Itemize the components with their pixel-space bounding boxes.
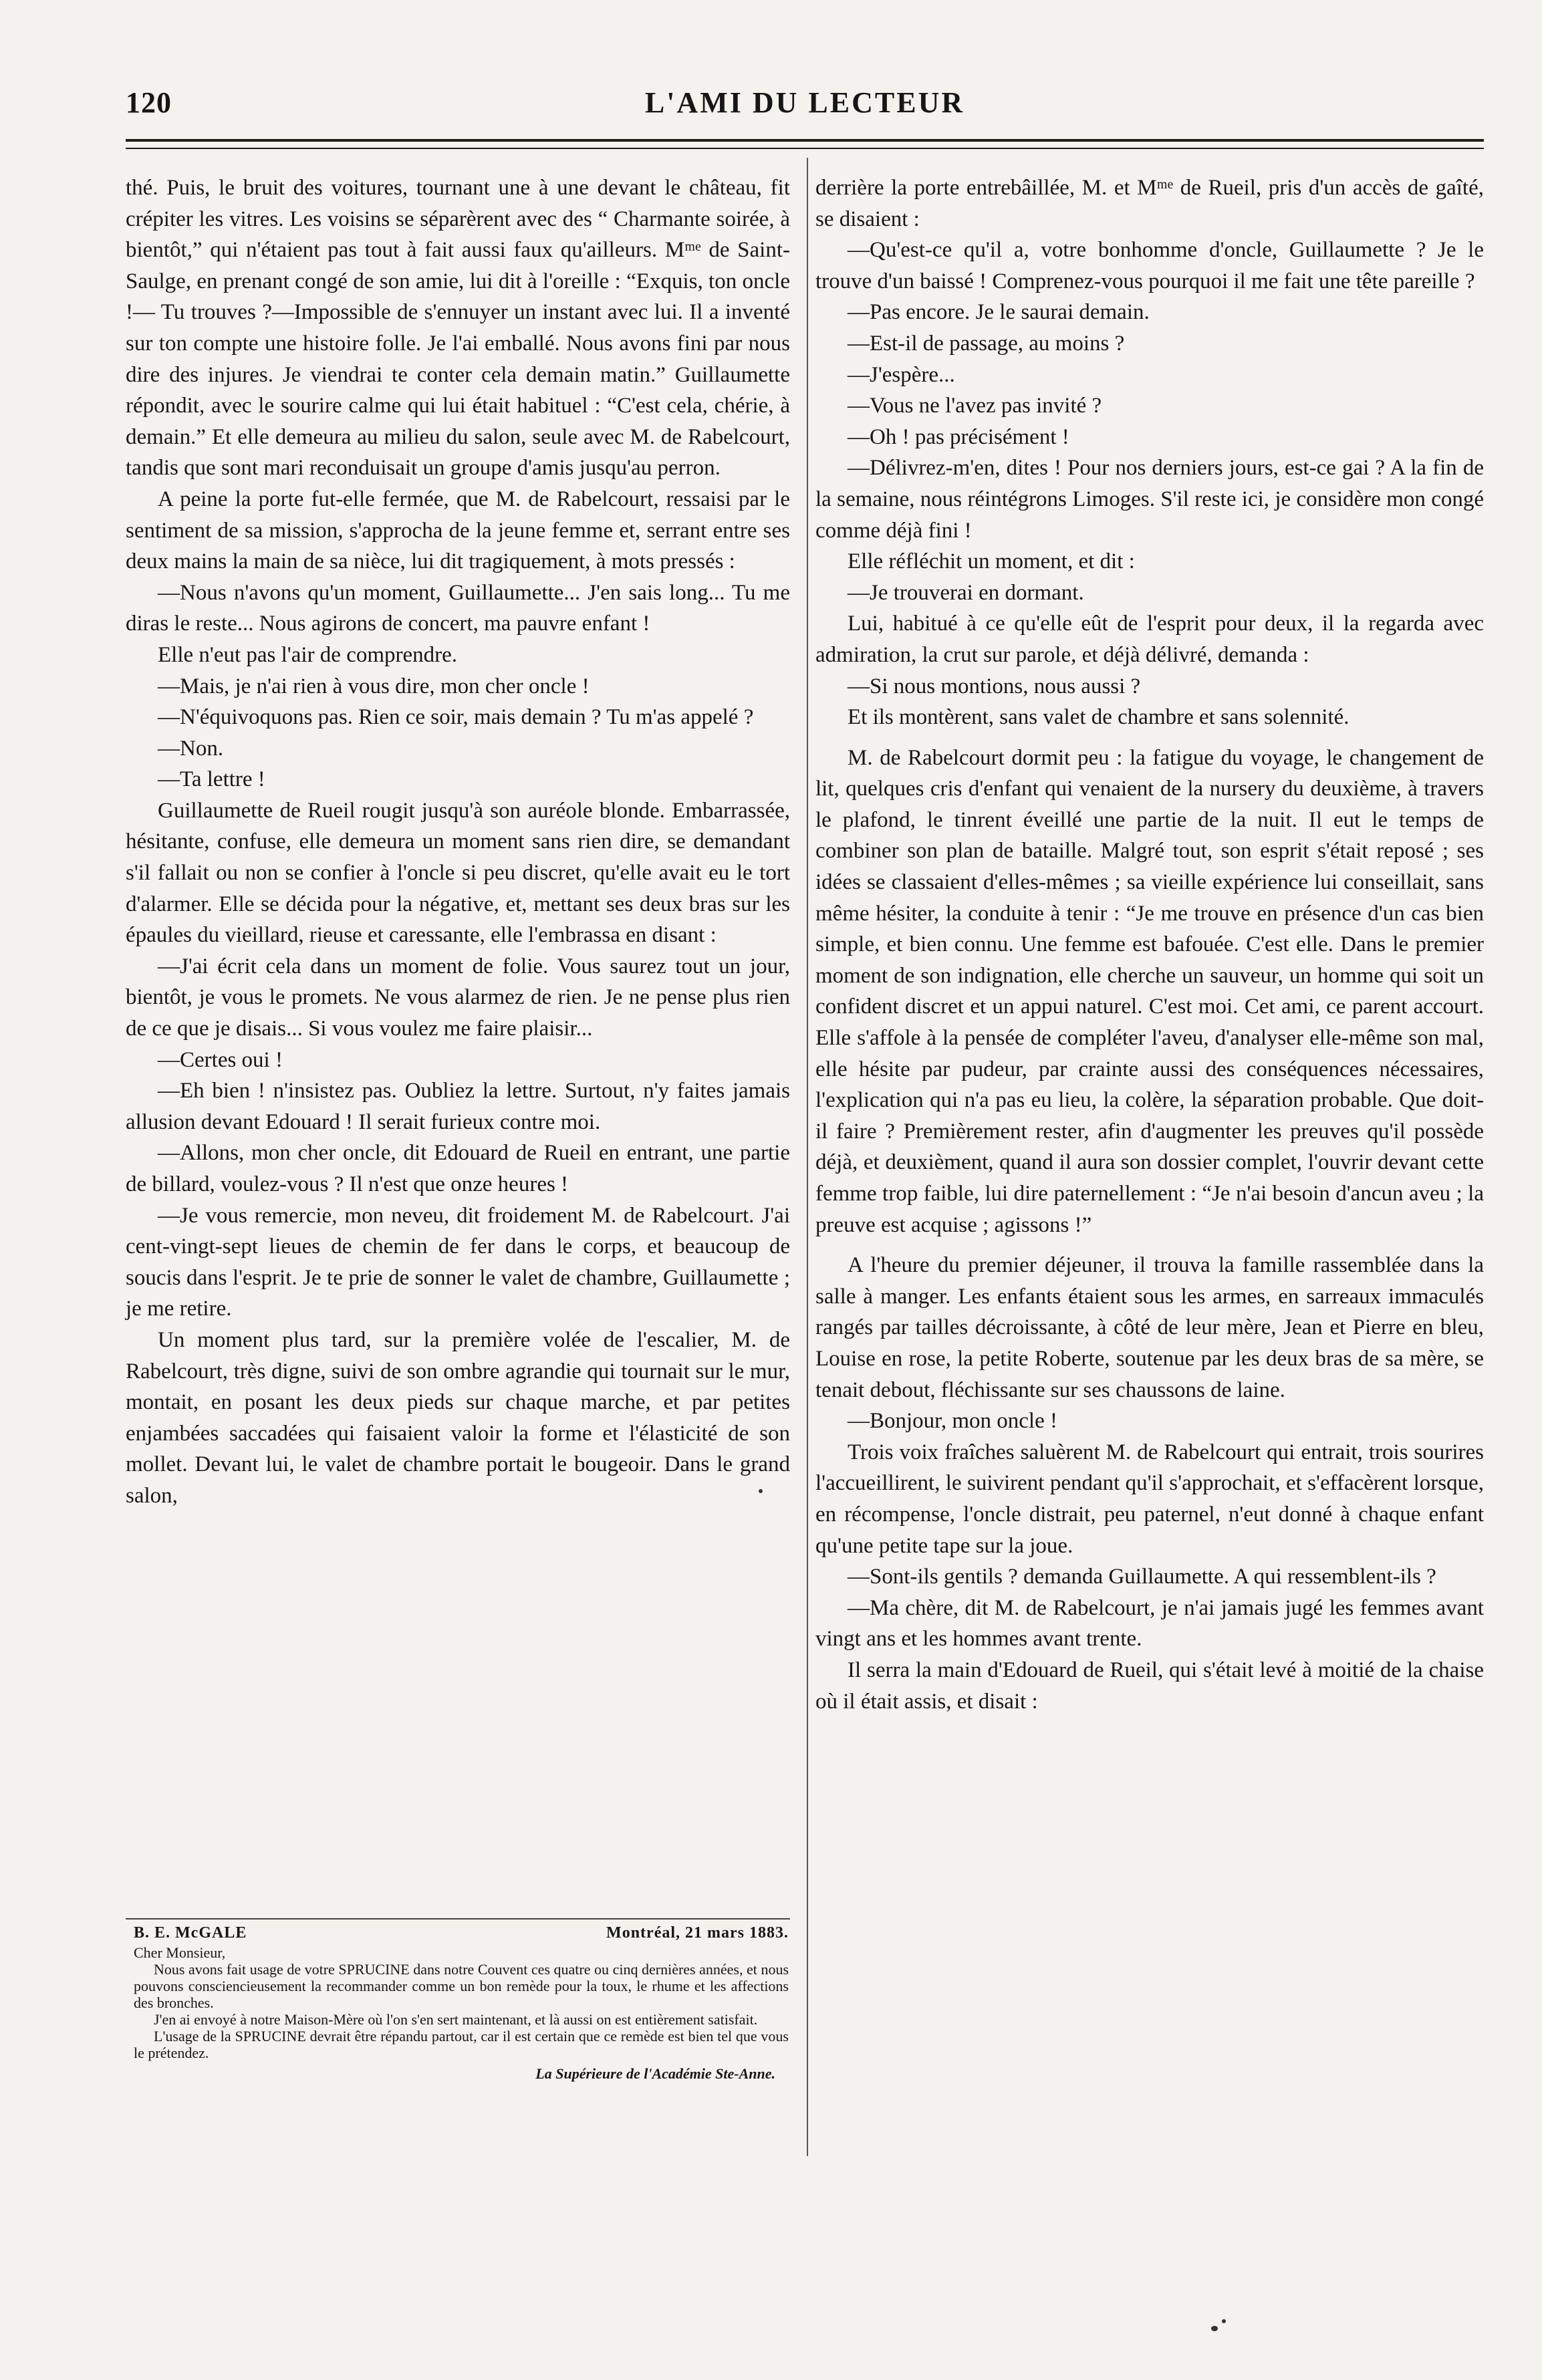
ad-paragraph: L'usage de la SPRUCINE devrait être répandu partout, car il est certain que ce remède est bien tel que vous le prétendez. [134,2028,789,2061]
paragraph: —Vous ne l'avez pas invité ? [848,394,1102,418]
paragraph: —Eh bien ! n'insistez pas. Oubliez la lettre. Surtout, n'y faites jamais allusion devant Edouard ! Il serait furieux contre moi. [126,1079,790,1134]
paragraph: thé. Puis, le bruit des voitures, tournant une à une devant le château, fit crépiter les vitres. Les voisins se séparèrent avec des “ Charmante soirée, à bientôt,” qui n'étaient pas tout à fait aussi faux qu'ailleurs. Mᵐᵉ de Saint-Saulge, en prenant congé de son amie, lui dit à l'oreille : “Exquis, ton oncle !— Tu trouves ?—Impossible de s'ennuyer un instant avec lui. Il a inventé sur ton compte une histoire folle. Je l'ai emballé. Nous avons fini par nous dire des injures. Je viendrai te conter cela demain matin.” Guillaumette répondit, avec le sourire calme qui lui était habituel : “C'est cela, chérie, à demain.” Et elle demeura au milieu du salon, seule avec M. de Rabelcourt, tandis que sont mari reconduisait un groupe d'amis jusqu'au perron. [126,176,790,481]
paragraph: —J'espère... [848,362,955,387]
print-speck [1222,2319,1226,2323]
paragraph: Un moment plus tard, sur la première volée de l'escalier, M. de Rabelcourt, très digne, suivi de son ombre agrandie qui tournait sur le mur, montait, en posant les deux pieds sur chaque marche, et par petites enjambées saccadées qui faisaient valoir la forme et l'élasticité de son mollet. Devant lui, le valet de chambre portait le bougeoir. Dans le grand salon, [126,1327,790,1508]
paragraph: A l'heure du premier déjeuner, il trouva la famille rassemblée dans la salle à manger. Les enfants étaient sous les armes, en sarreaux immaculés rangés par tailles décroissante, à côté de leur mère, Jean et Pierre en bleu, Louise en rose, la petite Roberte, soutenue par les deux bras de sa mère, se tenait debout, fléchissante sur ses chaussons de laine. [815,1253,1484,1402]
paragraph: —Nous n'avons qu'un moment, Guillaumette... J'en sais long... Tu me diras le reste... Nous agirons de concert, ma pauvre enfant ! [126,580,790,636]
print-speck [759,1489,763,1493]
right-column [815,172,1484,1717]
paragraph: —Ma chère, dit M. de Rabelcourt, je n'ai jamais jugé les femmes avant vingt ans et les hommes avant trente. [815,1595,1484,1651]
column-divider [807,158,808,2156]
paragraph: —Délivrez-m'en, dites ! Pour nos derniers jours, est-ce gai ? A la fin de la semaine, nous réintégrons Limoges. S'il reste ici, je considère mon congé comme déjà fini ! [815,456,1484,543]
advertisement [134,1925,789,2082]
print-speck [1211,2326,1218,2331]
ad-sender: B. E. McGALE [134,1924,247,1942]
paragraph: —N'équivoquons pas. Rien ce soir, mais demain ? Tu m'as appelé ? [158,705,754,730]
paragraph: Et ils montèrent, sans valet de chambre et sans solennité. [848,705,1350,730]
paragraph: —Certes oui ! [158,1047,283,1072]
ad-signature: La Supérieure de l'Académie Ste-Anne. [535,2065,775,2082]
paragraph: —Est-il de passage, au moins ? [848,331,1125,356]
paragraph: —J'ai écrit cela dans un moment de folie. Vous saurez tout un jour, bientôt, je vous le promets. Ne vous alarmez de rien. Je ne pense plus rien de ce que je disais... Si vous voulez me faire plaisir... [126,954,790,1041]
paragraph: Elle n'eut pas l'air de comprendre. [158,642,458,667]
paragraph: —Je vous remercie, mon neveu, dit froidement M. de Rabelcourt. J'ai cent-vingt-sept lieues de chemin de fer dans le corps, et beaucoup de soucis dans l'esprit. Je te prie de sonner le valet de chambre, Guillaumette ; je me retire. [126,1203,790,1321]
page-header [126,86,1484,132]
paragraph: —Pas encore. Je le saurai demain. [848,300,1150,325]
paragraph: —Qu'est-ce qu'il a, votre bonhomme d'oncle, Guillaumette ? Je le trouve d'un baissé ! Comprenez-vous pourquoi il me fait une tête pareille ? [815,238,1484,293]
paragraph: —Si nous montions, nous aussi ? [848,674,1141,698]
paragraph: —Sont-ils gentils ? demanda Guillaumette. A qui ressemblent-ils ? [848,1565,1436,1589]
paragraph: Il serra la main d'Edouard de Rueil, qui s'était levé à moitié de la chaise où il était assis, et disait : [815,1658,1484,1714]
advertisement-rule [126,1918,790,1920]
advertisement-header [134,1925,789,1942]
paragraph: —Je trouverai en dormant. [848,580,1084,605]
paragraph: Trois voix fraîches saluèrent M. de Rabelcourt qui entrait, trois sourires l'accueillirent, le suivirent pendant qu'il s'approchait, et s'effacèrent lorsque, en récompense, l'oncle distrait, peu paternel, n'eut donné à chaque enfant qu'une petite tape sur la joue. [815,1440,1484,1558]
paragraph: —Oh ! pas précisément ! [848,424,1069,449]
paragraph: —Ta lettre ! [158,767,265,792]
left-column [126,172,790,1512]
page-number: 120 [126,86,172,119]
running-title: L'AMI DU LECTEUR [644,86,965,119]
paragraph: Guillaumette de Rueil rougit jusqu'à son auréole blonde. Embarrassée, hésitante, confuse, elle demeura un moment sans rien dire, se demandant s'il fallait ou non se confier à l'oncle si peu discret, qu'elle avait eu le tort d'alarmer. Elle se décida pour la négative, et, mettant ses deux bras sur les épaules du vieillard, rieuse et caressante, elle l'embrassa en disant : [126,798,790,948]
paragraph: —Allons, mon cher oncle, dit Edouard de Rueil en entrant, une partie de billard, voulez-vous ? Il n'est que onze heures ! [126,1141,790,1196]
ad-paragraph: Nous avons fait usage de votre SPRUCINE dans notre Couvent ces quatre ou cinq dernières années, et nous pouvons consciencieusement la recommander comme un bon remède pour la toux, le rhume et les affections des bronches. [134,1961,789,2011]
paragraph: —Non. [158,736,224,761]
paragraph: —Mais, je n'ai rien à vous dire, mon cher oncle ! [158,674,590,698]
ad-place-date: Montréal, 21 mars 1883. [606,1924,789,1942]
header-rule-thin [126,148,1484,149]
paragraph: Lui, habitué à ce qu'elle eût de l'esprit pour deux, il la regarda avec admiration, la crut sur parole, et déjà délivré, demanda : [815,612,1484,667]
ad-salutation: Cher Monsieur, [134,1944,226,1961]
header-rule-thick [126,139,1484,142]
paragraph: —Bonjour, mon oncle ! [848,1409,1057,1434]
paragraph: A peine la porte fut-elle fermée, que M. de Rabelcourt, ressaisi par le sentiment de sa mission, s'approcha de la jeune femme et, serrant entre ses deux mains la main de sa nièce, lui dit tragiquement, à mots pressés : [126,487,790,574]
paragraph: M. de Rabelcourt dormit peu : la fatigue du voyage, le changement de lit, quelques cris d'enfant qui venaient de la nursery du deuxième, à travers le plafond, le tinrent éveillé une partie de la nuit. Il eut le temps de combiner son plan de bataille. Malgré tout, son esprit s'était reposé ; ses idées se classaient d'elles-mêmes ; sa vieille expérience lui conseillait, sans même hésiter, la conduite à tenir : “Je me trouve en présence d'un cas bien simple, et bien connu. Une femme est bafouée. C'est elle. Dans le premier moment de son indignation, elle cherche un sauveur, un homme qui soit un confident discret et un appui naturel. C'est moi. Cet ami, ce parent accourt. Elle s'affole à la pensée de compléter l'aveu, d'analyser elle-même son mal, elle hésite par pudeur, par crainte aussi des conséquences nécessaires, l'explication qui n'a pas eu lieu, la colère, la séparation probable. Que doit-il faire ? Premièrement rester, afin d'augmenter les preuves qu'il possède déjà, et deuxièment, quand il aura son dossier complet, l'ouvrir devant cette femme trop faible, lui dire paternellement : “Je n'ai besoin d'ancun aveu ; la preuve est acquise ; agissons !” [815,745,1484,1237]
paragraph: derrière la porte entrebâillée, M. et Mᵐᵉ de Rueil, pris d'un accès de gaîté, se disaient : [815,176,1484,231]
ad-paragraph: J'en ai envoyé à notre Maison-Mère où l'on s'en sert maintenant, et là aussi on est entièrement satisfait. [154,2011,758,2028]
paragraph: Elle réfléchit un moment, et dit : [848,549,1135,574]
